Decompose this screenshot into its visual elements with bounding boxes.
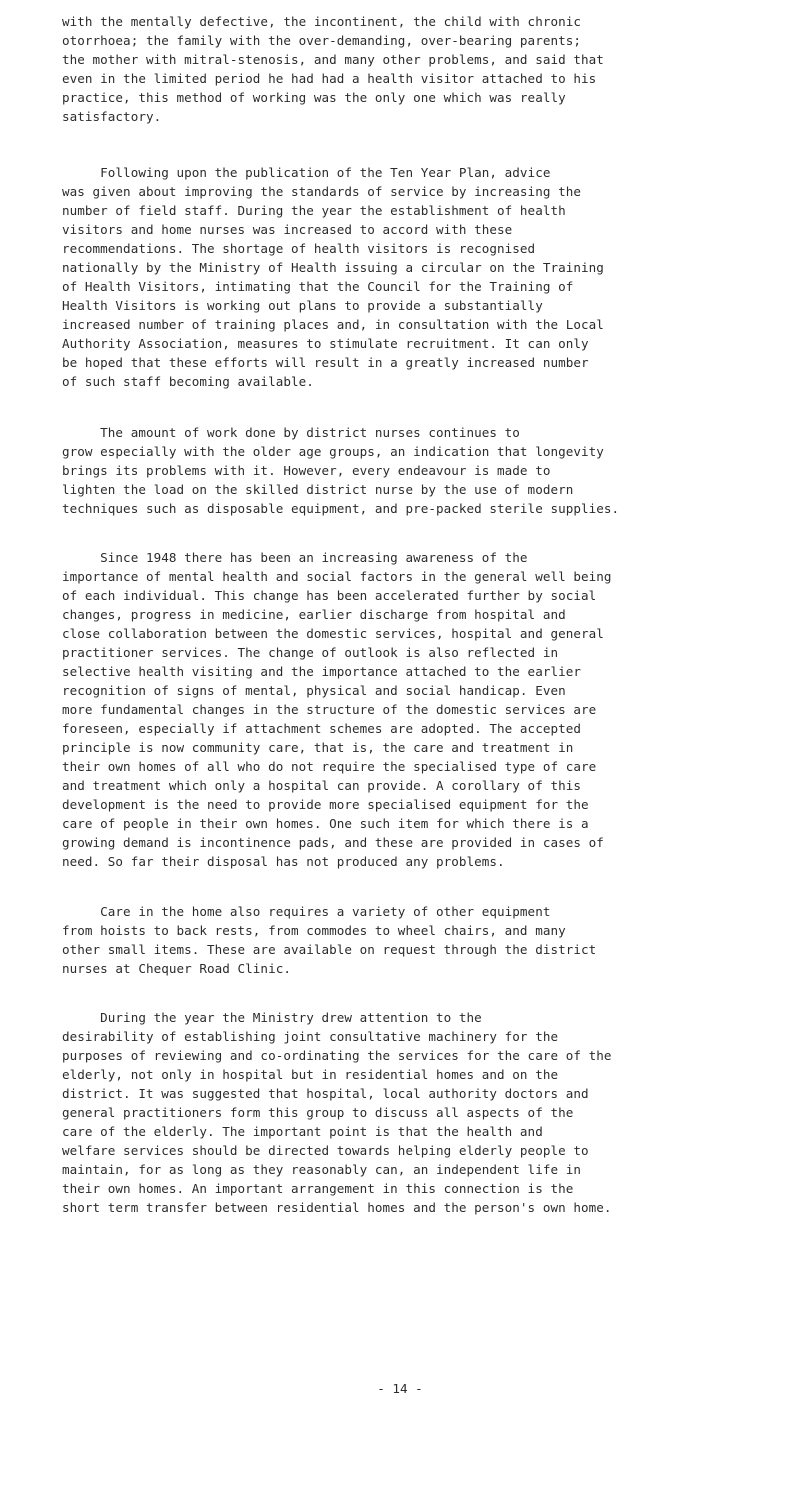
text-line: visitors and home nurses was increased to accord with these bbox=[62, 222, 513, 237]
text-line: principle is now community care, that is, the care and treatment in bbox=[62, 740, 574, 755]
text-line: The amount of work done by district nurses continues to bbox=[62, 425, 520, 440]
text-line: short term transfer between residential homes and the person's own home. bbox=[62, 1200, 612, 1215]
text-line: the mother with mitral-stenosis, and many other problems, and said that bbox=[62, 52, 604, 67]
text-line: lighten the load on the skilled district nurse by the use of modern bbox=[62, 482, 574, 497]
paragraph-4 bbox=[62, 548, 612, 871]
text-line: otorrhoea; the family with the over-demanding, over-bearing parents; bbox=[62, 33, 581, 48]
text-line: foreseen, especially if attachment schemes are adopted. The accepted bbox=[62, 721, 581, 736]
text-line: of such staff becoming available. bbox=[62, 374, 314, 389]
text-line: recommendations. The shortage of health visitors is recognised bbox=[62, 241, 536, 256]
text-line: satisfactory. bbox=[62, 109, 162, 124]
paragraph-3 bbox=[62, 423, 619, 518]
text-line: purposes of reviewing and co-ordinating the services for the care of the bbox=[62, 1048, 612, 1063]
paragraph-5 bbox=[62, 902, 596, 978]
text-line: brings its problems with it. However, every endeavour is made to bbox=[62, 463, 551, 478]
text-line: increased number of training places and, in consultation with the Local bbox=[62, 317, 604, 332]
text-line: selective health visiting and the importance attached to the earlier bbox=[62, 664, 581, 679]
text-line: their own homes. An important arrangement in this connection is the bbox=[62, 1181, 574, 1196]
text-line: welfare services should be directed towards helping elderly people to bbox=[62, 1143, 589, 1158]
text-line: practitioner services. The change of outlook is also reflected in bbox=[62, 645, 559, 660]
page-number: - 14 - bbox=[377, 1381, 423, 1396]
text-line: desirability of establishing joint consultative machinery for the bbox=[62, 1029, 559, 1044]
text-line: number of field staff. During the year the establishment of health bbox=[62, 203, 566, 218]
text-line: nationally by the Ministry of Health issuing a circular on the Training bbox=[62, 260, 604, 275]
text-line: and treatment which only a hospital can provide. A corollary of this bbox=[62, 778, 581, 793]
paragraph-2 bbox=[62, 163, 604, 391]
text-line: care of the elderly. The important point is that the health and bbox=[62, 1124, 543, 1139]
text-line: Health Visitors is working out plans to provide a substantially bbox=[62, 298, 543, 313]
text-line: elderly, not only in hospital but in residential homes and on the bbox=[62, 1067, 559, 1082]
text-line: During the year the Ministry drew attention to the bbox=[62, 1010, 482, 1025]
text-line: maintain, for as long as they reasonably can, an independent life in bbox=[62, 1162, 581, 1177]
text-line: Authority Association, measures to stimulate recruitment. It can only bbox=[62, 336, 589, 351]
text-line: Care in the home also requires a variety of other equipment bbox=[62, 904, 551, 919]
text-line: close collaboration between the domestic services, hospital and general bbox=[62, 626, 604, 641]
text-line: grow especially with the older age groups, an indication that longevity bbox=[62, 444, 604, 459]
text-line: was given about improving the standards of service by increasing the bbox=[62, 184, 581, 199]
text-line: nurses at Chequer Road Clinic. bbox=[62, 961, 291, 976]
text-line: their own homes of all who do not require the specialised type of care bbox=[62, 759, 597, 774]
text-line: other small items. These are available on request through the district bbox=[62, 942, 597, 957]
text-line: more fundamental changes in the structure of the domestic services are bbox=[62, 702, 597, 717]
text-line: development is the need to provide more specialised equipment for the bbox=[62, 797, 589, 812]
text-line: growing demand is incontinence pads, and these are provided in cases of bbox=[62, 835, 604, 850]
text-line: from hoists to back rests, from commodes to wheel chairs, and many bbox=[62, 923, 566, 938]
text-line: changes, progress in medicine, earlier discharge from hospital and bbox=[62, 607, 566, 622]
text-line: even in the limited period he had had a health visitor attached to his bbox=[62, 71, 597, 86]
text-line: with the mentally defective, the incontinent, the child with chronic bbox=[62, 14, 581, 29]
text-line: Since 1948 there has been an increasing awareness of the bbox=[62, 550, 528, 565]
text-line: techniques such as disposable equipment, and pre-packed sterile supplies. bbox=[62, 501, 620, 516]
text-line: importance of mental health and social factors in the general well being bbox=[62, 569, 612, 584]
text-line: Following upon the publication of the Ten Year Plan, advice bbox=[62, 165, 551, 180]
text-line: need. So far their disposal has not produced any problems. bbox=[62, 854, 505, 869]
paragraph-6 bbox=[62, 1008, 612, 1217]
text-line: district. It was suggested that hospital, local authority doctors and bbox=[62, 1086, 589, 1101]
paragraph-1 bbox=[62, 12, 604, 126]
text-line: of Health Visitors, intimating that the Council for the Training of bbox=[62, 279, 574, 294]
text-line: recognition of signs of mental, physical and social handicap. Even bbox=[62, 683, 566, 698]
text-line: general practitioners form this group to discuss all aspects of the bbox=[62, 1105, 574, 1120]
text-line: practice, this method of working was the only one which was really bbox=[62, 90, 566, 105]
text-line: of each individual. This change has been accelerated further by social bbox=[62, 588, 597, 603]
text-line: care of people in their own homes. One such item for which there is a bbox=[62, 816, 589, 831]
text-line: be hoped that these efforts will result in a greatly increased number bbox=[62, 355, 589, 370]
